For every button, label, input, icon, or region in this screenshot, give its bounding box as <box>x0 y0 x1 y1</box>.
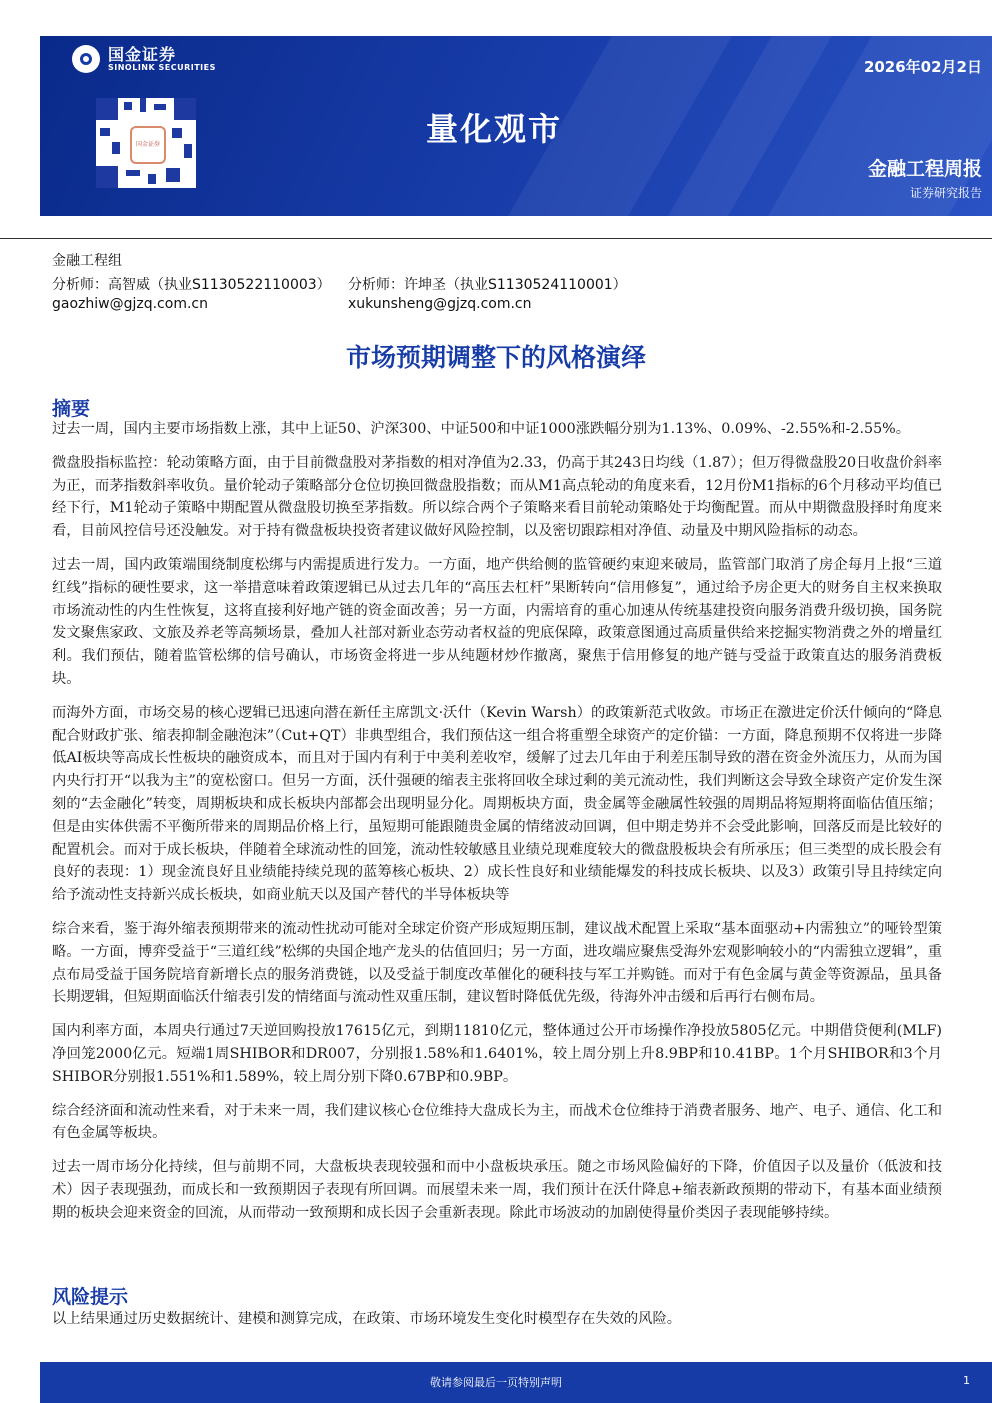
paragraph: 以上结果通过历史数据统计、建模和测算完成，在政策、市场环境发生变化时模型存在失效的风险。 <box>52 1311 682 1327</box>
report-date: 2026年02月2日 <box>863 58 982 76</box>
team-name: 金融工程组 <box>52 253 122 269</box>
report-type: 金融工程周报 <box>867 158 982 180</box>
risk-body <box>52 1308 942 1342</box>
qr-center-logo: 国金证券 <box>130 126 166 164</box>
logo-cn: 国金证券 <box>108 44 177 64</box>
logo-icon <box>72 45 100 73</box>
divider <box>0 238 992 239</box>
risk-heading: 风险提示 <box>52 1286 129 1308</box>
paragraph: 而海外方面，市场交易的核心逻辑已迅速向潜在新任主席凯文·沃什（Kevin Warsh）的政策新范式收敛。市场正在激进定价沃什倾向的“降息配合财政扩张、缩表抑制金融泡沫”（Cut+QT）非典型组合，我们预估这一组合将重塑全球资产的定价锚：一方面，降息预期不仅将进一步降低AI板块等高成长性板块的融资成本，而且对于国内有利于中美利差收窄，缓解了过去几年由于利差压制导致的潜在资金外流压力，从而为国内央行打开“以我为主”的宽松窗口。但另一方面，沃什强硬的缩表主张将回收全球过剩的美元流动性，我们判断这会导致全球资产定价发生深刻的“去金融化”转变，周期板块和成长板块内部都会出现明显分化。周期板块方面，贵金属等金融属性较强的周期品将短期将面临估值压缩；但是由实体供需不平衡所带来的周期品价格上行，虽短期可能跟随贵金属的情绪波动回调，但中期走势并不会受此影响，回落反而是比较好的配置机会。而对于成长板块，伴随着全球流动性的回笼，流动性较敏感且业绩兑现难度较大的微盘股板块会有所承压；但三类型的成长股会有良好的表现：1）现金流良好且业绩能持续兑现的蓝筹核心板块、2）成长性良好和业绩能爆发的科技成长板块、以及3）政策引导且持续定向给予流动性支持新兴成长板块，如商业航天以及国产替代的半导体板块等 <box>52 704 942 904</box>
summary-heading: 摘要 <box>52 398 91 420</box>
analyst-2: 分析师：许坤圣（执业S1130524110001） <box>348 277 627 293</box>
paragraph: 综合经济面和流动性来看，对于未来一周，我们建议核心仓位维持大盘成长为主，而战术仓位维持于消费者服务、地产、电子、通信、化工和有色金属等板块。 <box>52 1102 942 1142</box>
report-series-title: 量化观市 <box>426 110 563 148</box>
footer-disclaimer[interactable]: 敬请参阅最后一页特别声明 <box>430 1376 562 1389</box>
summary-body <box>52 418 942 1236</box>
analyst-1-email[interactable]: gaozhiw@gjzq.com.cn <box>52 296 208 312</box>
logo-en: SINOLINK SECURITIES <box>108 62 216 72</box>
paragraph: 微盘股指标监控：轮动策略方面，由于目前微盘股对茅指数的相对净值为2.33，仍高于其243日均线（1.87）；但万得微盘股20日收盘价斜率为正，而茅指数斜率收负。量价轮动子策略部分仓位切换回微盘股指数；而从M1高点轮动的角度来看，12月份M1指标的6个月移动平均值已经下行，M1轮动子策略中期配置从微盘股切换至茅指数。所以综合两个子策略来看目前轮动策略处于均衡配置。而从中期微盘股择时角度来看，目前风控信号还没触发。对于持有微盘板块投资者建议做好风险控制，以及密切跟踪相对净值、动量及中期风险指标的动态。 <box>52 454 942 540</box>
paragraph: 过去一周市场分化持续，但与前期不同，大盘板块表现较强和而中小盘板块承压。随之市场风险偏好的下降，价值因子以及量价（低波和技术）因子表现强劲，而成长和一致预期因子表现有所回调。而展望未来一周，我们预计在沃什降息+缩表新政预期的带动下，有基本面业绩预期的板块会迎来资金的回流，从而带动一致预期和成长因子会重新表现。除此市场波动的加剧使得量价类因子表现能够持续。 <box>52 1159 942 1221</box>
document-title: 市场预期调整下的风格演绎 <box>345 343 646 372</box>
paragraph: 国内利率方面，本周央行通过7天逆回购投放17615亿元，到期11810亿元，整体通过公开市场操作净投放5805亿元。中期借贷便利(MLF)净回笼2000亿元。短端1周SHIBOR和DR007，分别报1.58%和1.6401%，较上周分别上升8.9BP和10.41BP。1个月SHIBOR和3个月SHIBOR分别报1.551%和1.589%，较上周分别下降0.67BP和0.9BP。 <box>52 1023 942 1085</box>
analyst-1: 分析师：高智威（执业S1130522110003） <box>52 277 331 293</box>
company-logo <box>72 44 216 74</box>
page-number: 1 <box>963 1374 970 1387</box>
qr-code <box>96 98 196 188</box>
paragraph: 过去一周，国内主要市场指数上涨，其中上证50、沪深300、中证500和中证1000涨跌幅分别为1.13%、0.09%、-2.55%和-2.55%。 <box>52 421 911 437</box>
analyst-2-email[interactable]: xukunsheng@gjzq.com.cn <box>348 296 532 312</box>
paragraph: 过去一周，国内政策端围绕制度松绑与内需提质进行发力。一方面，地产供给侧的监管硬约束迎来破局，监管部门取消了房企每月上报“三道红线”指标的硬性要求，这一举措意味着政策逻辑已从过去几年的“高压去杠杆”果断转向“信用修复”，通过给予房企更大的财务自主权来换取市场流动性的内生性恢复，这将直接利好地产链的资金面改善；另一方面，内需培育的重心加速从传统基建投资向服务消费升级切换，国务院发文聚焦家政、文旅及养老等高频场景，叠加人社部对新业态劳动者权益的兜底保障，政策意图通过高质量供给来挖掘实物消费之外的增量红利。我们预估，随着监管松绑的信号确认，市场资金将进一步从纯题材炒作撤离，聚焦于信用修复的地产链与受益于政策直达的服务消费板块。 <box>52 556 942 687</box>
report-subtype: 证券研究报告 <box>909 186 982 200</box>
paragraph: 综合来看，鉴于海外缩表预期带来的流动性扰动可能对全球定价资产形成短期压制，建议战术配置上采取“基本面驱动+内需独立”的哑铃型策略。一方面，博弈受益于“三道红线”松绑的央国企地产龙头的估值回归；另一方面，进攻端应聚焦受海外宏观影响较小的“内需独立逻辑”，重点布局受益于国务院培育新增长点的服务消费链，以及受益于制度改革催化的硬科技与军工并购链。而对于有色金属与黄金等资源品，虽具备长期逻辑，但短期面临沃什缩表引发的情绪面与流动性双重压制，建议暂时降低优先级，待海外冲击缓和后再行右侧布局。 <box>52 920 942 1006</box>
